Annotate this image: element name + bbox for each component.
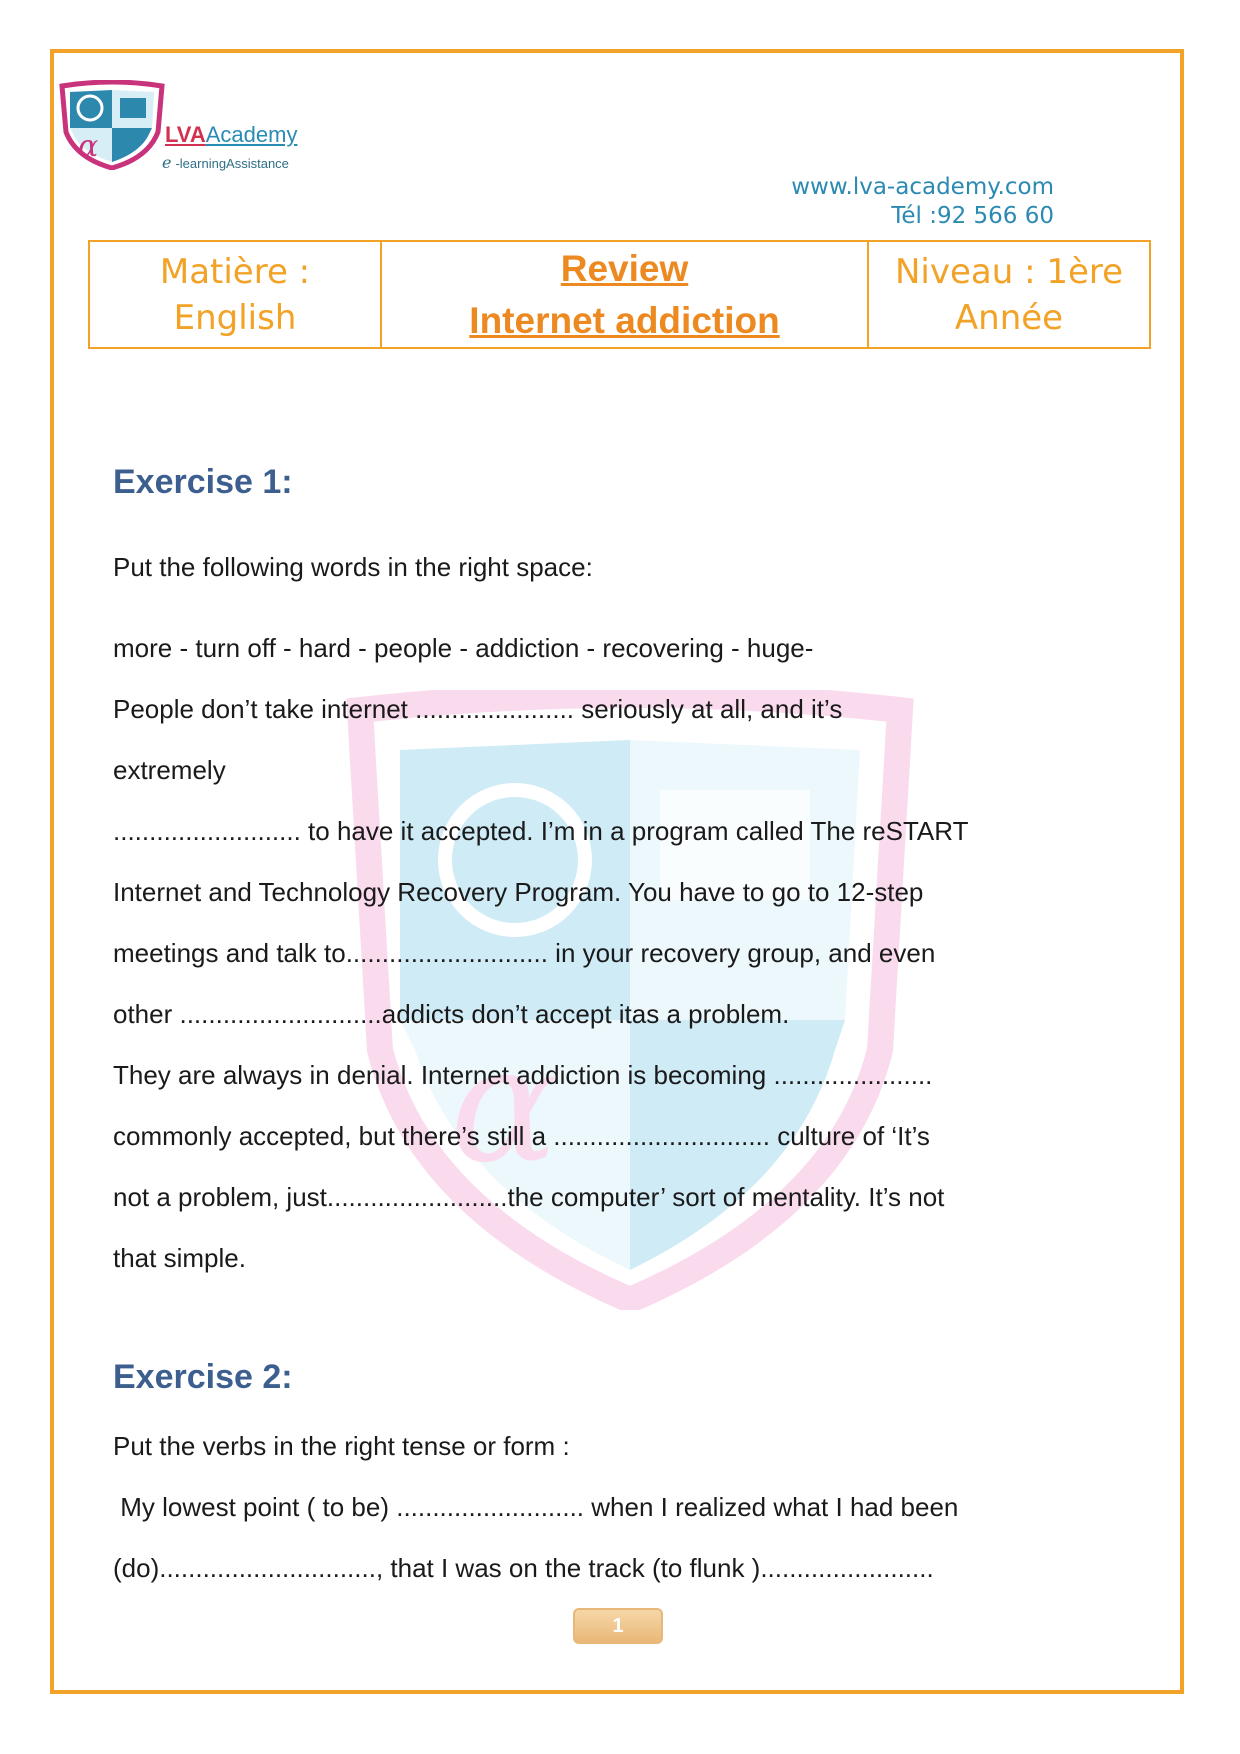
exercise1-line: People don’t take internet ...................... seriously at all, and it’s [113, 694, 843, 724]
brand-tagline [162, 153, 289, 172]
brand-suffix: Academy [205, 122, 298, 147]
exercise2-instruction: Put the verbs in the right tense or form : [113, 1431, 570, 1461]
subject-cell [90, 242, 382, 347]
exercise1-line: Internet and Technology Recovery Program. You have to go to 12-step [113, 877, 924, 907]
brand-prefix: LVA [165, 122, 206, 147]
svg-text:α: α [78, 129, 99, 164]
level-cell [869, 242, 1149, 347]
website-link[interactable]: www.lva-academy.com [791, 174, 1054, 200]
page-number: 1 [573, 1608, 663, 1644]
exercise2-line: My lowest point ( to be) .......................... when I realized what I had been [113, 1492, 959, 1522]
title-review: Review [560, 247, 689, 289]
exercise1-line: that simple. [113, 1243, 246, 1273]
exercise1-line: meetings and talk to............................ in your recovery group, and even [113, 938, 936, 968]
exercise1-line: They are always in denial. Internet addiction is becoming ...................... [113, 1060, 933, 1090]
lva-academy-shield-logo [58, 80, 166, 170]
subject-label: Matière : [159, 251, 311, 292]
exercise1-line: other ............................addicts don’t accept itas a problem. [113, 999, 790, 1029]
phone-number: Tél :92 566 60 [891, 203, 1054, 229]
exercise1-line: commonly accepted, but there’s still a .............................. culture of ‘It’s [113, 1121, 930, 1151]
title-cell [382, 242, 869, 347]
level-value: Année [954, 297, 1064, 338]
tagline-e: e [162, 153, 172, 172]
contact-block [791, 173, 1054, 231]
exercise2-line: (do).............................., that I was on the track (to flunk )........................ [113, 1553, 934, 1583]
exercise1-line: .......................... to have it accepted. I’m in a program called The reSTART [113, 816, 969, 846]
exercise2-heading: Exercise 2: [113, 1358, 293, 1396]
exercise1-instruction: Put the following words in the right space: [113, 552, 593, 582]
brand-name [165, 122, 297, 148]
header-table [88, 240, 1151, 349]
tagline-text: -learningAssistance [175, 156, 289, 171]
exercise1-line: extremely [113, 755, 226, 785]
exercise1-word-bank: more - turn off - hard - people - addiction - recovering - huge- [113, 633, 814, 663]
svg-text:α: α [450, 1011, 559, 1198]
exercise1-heading: Exercise 1: [113, 463, 293, 501]
level-label: Niveau : 1ère [894, 251, 1124, 292]
subject-value: English [173, 297, 297, 338]
exercise1-line: not a problem, just.........................the computer’ sort of mentality. It’s not [113, 1182, 945, 1212]
title-topic: Internet addiction [469, 299, 780, 341]
